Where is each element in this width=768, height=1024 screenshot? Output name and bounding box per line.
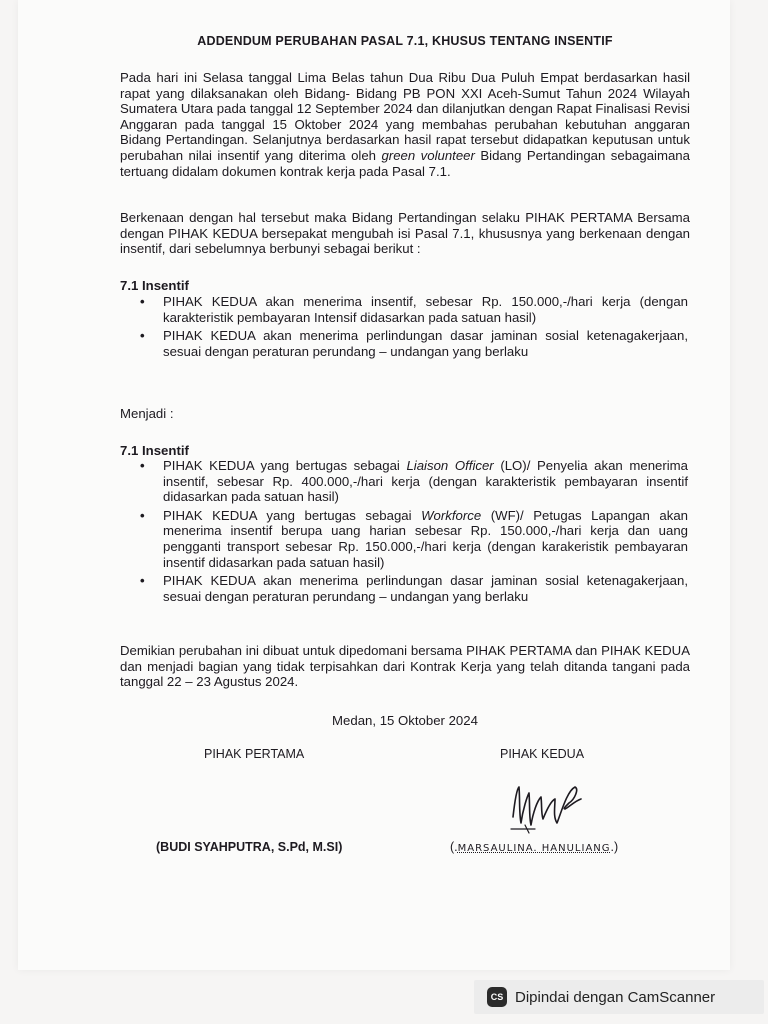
opening-paragraph — [120, 70, 690, 179]
list-item — [140, 573, 688, 604]
party-two-name — [450, 840, 618, 857]
camscanner-logo-icon: CS — [487, 987, 507, 1007]
list-item-text: PIHAK KEDUA akan menerima perlindungan dasar jaminan sosial ketenagakerjaan, sesuai dengan peraturan perundang – undangan yang berlaku — [163, 328, 688, 359]
party-two-name-handwritten: MARSAULINA. HANULIANG — [457, 843, 611, 854]
list-item — [140, 328, 688, 359]
list-item-text: PIHAK KEDUA yang bertugas sebagai — [163, 458, 407, 473]
bullet-icon: • — [140, 573, 145, 589]
document-sheet — [18, 0, 730, 970]
signature-icon — [505, 779, 595, 839]
bullet-icon: • — [140, 294, 145, 309]
list-item-text: PIHAK KEDUA akan menerima perlindungan dasar jaminan sosial ketenagakerjaan, sesuai dengan peraturan perundang – undangan yang berlaku — [163, 573, 688, 604]
party-two-label: PIHAK KEDUA — [500, 747, 585, 761]
party-one-name: (BUDI SYAHPUTRA, S.Pd, M.SI) — [156, 840, 343, 854]
list-item — [140, 294, 688, 325]
section-1-heading: 7.1 Insentif — [120, 278, 189, 293]
agreement-paragraph: Berkenaan dengan hal tersebut maka Bidang Pertandingan selaku PIHAK PERTAMA Bersama dengan PIHAK KEDUA bersepakat mengubah isi Pasal 7.1, khususnya yang berkenaan dengan insentif, dari sebelumnya berbunyi sebagai berikut : — [120, 210, 690, 257]
list-item-text: (LO)/ Penyelia akan menerima insentif, sebesar Rp. 400.000,-/hari kerja (dengan karakteristik pembayaran insentif didasarkan pada satuan hasil) — [163, 458, 688, 505]
section-2-heading: 7.1 Insentif — [120, 443, 189, 458]
section-2-list — [140, 458, 688, 607]
bullet-icon: • — [140, 458, 145, 473]
bullet-icon: • — [140, 328, 145, 344]
party-one-label: PIHAK PERTAMA — [204, 747, 305, 761]
list-item-italic: Workforce — [421, 507, 482, 523]
section-1-list — [140, 294, 688, 362]
opening-italic: green volunteer — [381, 147, 475, 163]
opening-text-end: Bidang Pertandingan sebagaimana tertuang didalam dokumen kontrak kerja pada Pasal 7.1. — [120, 147, 690, 179]
bullet-icon: • — [140, 507, 145, 523]
opening-text: Pada hari ini Selasa tanggal Lima Belas tahun Dua Ribu Dua Puluh Empat berdasarkan hasil rapat yang dilaksanakan oleh Bidang- Bidang PB PON XXI Aceh-Sumut Tahun 2024 Wilayah Sumatera Utara pada tanggal 12 September 2024 dan dilanjutkan dengan Rapat Finalisasi Revisi Anggaran pada tanggal 15 Oktober 2024 yang membahas perubahan kebutuhan anggaran Bidang Pertandingan. Selanjutnya berdasarkan hasil rapat tersebut didapatkan keputusan untuk perubahan nilai insentif yang diterima oleh — [120, 70, 690, 163]
menjadi-label: Menjadi : — [120, 406, 174, 421]
closing-paragraph: Demikian perubahan ini dibuat untuk dipedomani bersama PIHAK PERTAMA dan PIHAK KEDUA dan menjadi bagian yang tidak terpisahkan dari Kontrak Kerja yang telah ditanda tangani pada tanggal 22 – 23 Agustus 2024. — [120, 643, 690, 690]
document-title: ADDENDUM PERUBAHAN PASAL 7.1, KHUSUS TENTANG INSENTIF — [197, 34, 613, 48]
list-item-text: PIHAK KEDUA yang bertugas sebagai — [163, 507, 422, 523]
place-date: Medan, 15 Oktober 2024 — [332, 713, 478, 728]
list-item — [140, 508, 688, 570]
watermark-label: Dipindai dengan CamScanner — [515, 988, 716, 1006]
list-item — [140, 458, 688, 505]
list-item-text: PIHAK KEDUA akan menerima insentif, sebesar Rp. 150.000,-/hari kerja (dengan karakteristik pembayaran Intensif didasarkan pada satuan hasil) — [163, 294, 688, 325]
party-two-name-open: (. — [450, 840, 458, 854]
camscanner-watermark — [474, 980, 764, 1014]
list-item-text: (WF)/ Petugas Lapangan akan menerima insentif berupa uang harian sebesar Rp. 150.000,-/hari kerja dan uang pengganti transport sebesar Rp. 150.000,-/hari kerja (dengan karakeristik pembayaran insentif didasarkan pada satuan hasil) — [163, 507, 688, 570]
party-two-name-close: .) — [610, 840, 619, 854]
list-item-italic: Liaison Officer — [406, 458, 494, 473]
